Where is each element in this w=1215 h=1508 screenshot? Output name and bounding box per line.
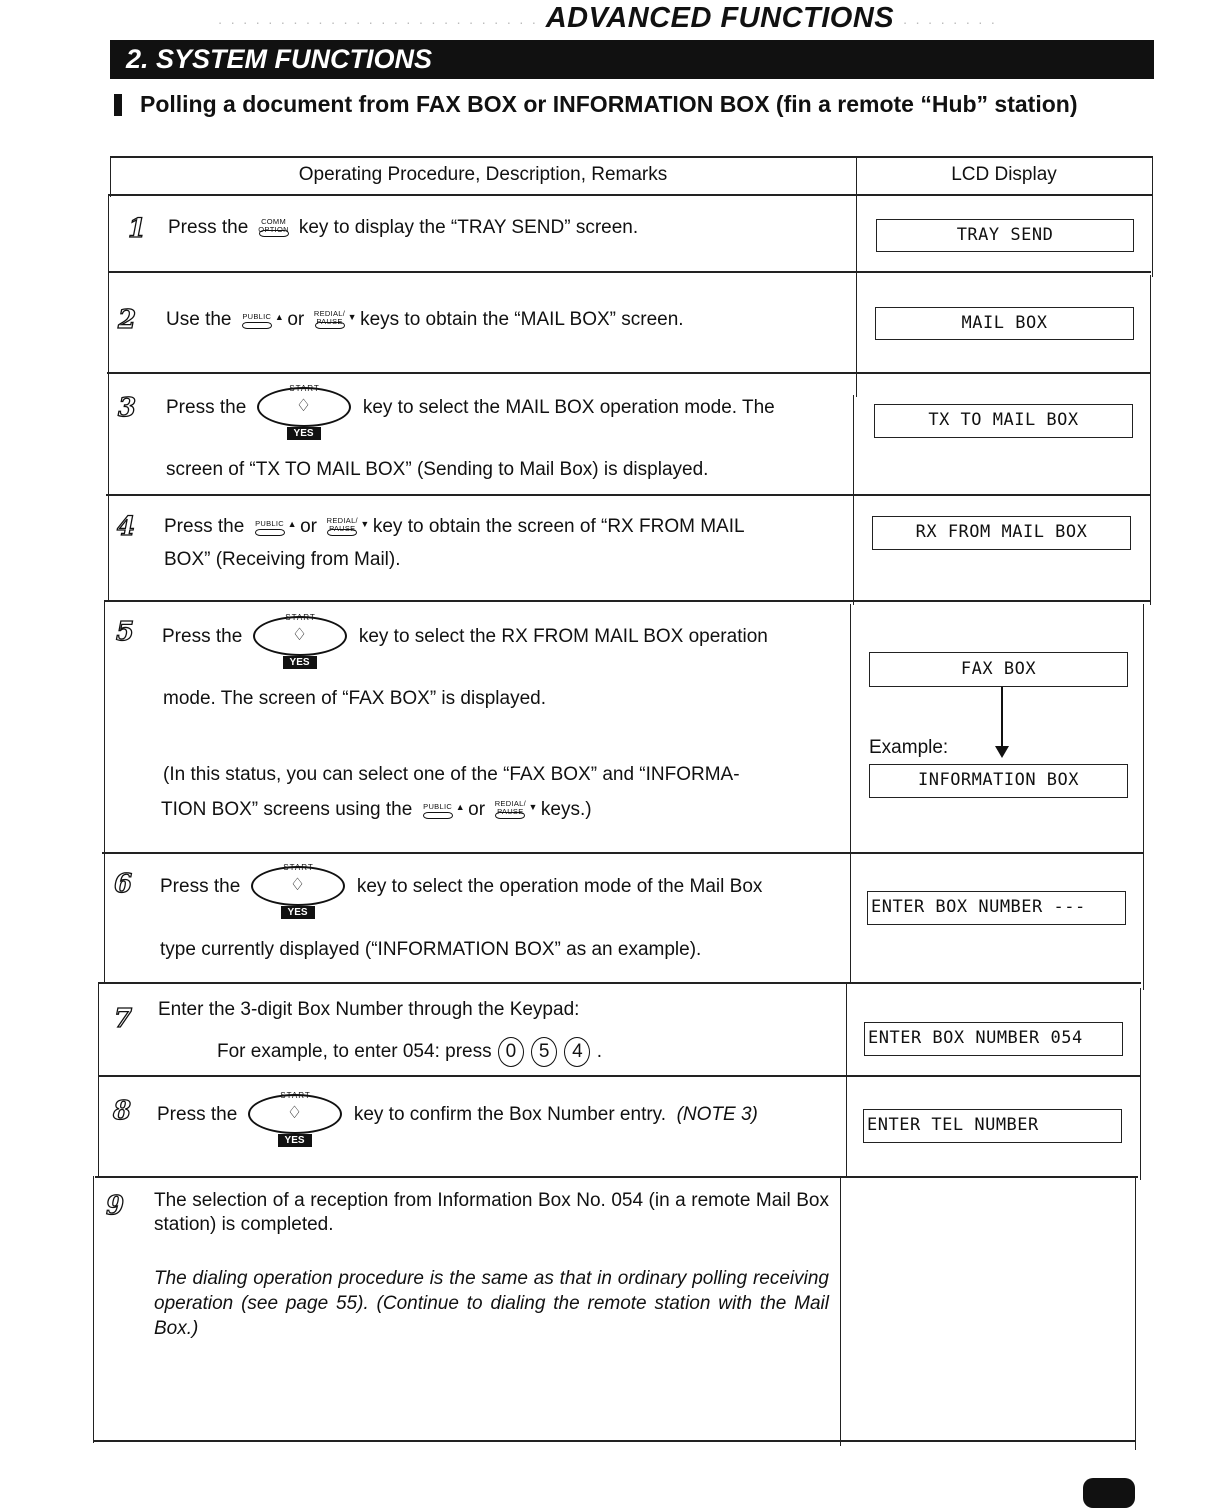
row-rule xyxy=(106,494,1151,496)
step-text-part: key to select the operation mode of the Mail Box xyxy=(356,876,763,898)
arrow-connector xyxy=(1001,687,1003,747)
lcd-enter-box-number: ENTER BOX NUMBER --- xyxy=(867,891,1126,925)
key-label-text: PAUSE xyxy=(316,316,343,326)
start-yes-key xyxy=(254,376,356,440)
row-rule xyxy=(104,600,1150,602)
column-divider xyxy=(846,982,847,1178)
step-5-text-line2: mode. The screen of “FAX BOX” is displayed. xyxy=(163,688,546,709)
step-5-text-line3: (In this status, you can select one of the “FAX BOX” and “INFORMA- xyxy=(163,764,740,785)
step-5-text xyxy=(162,605,768,669)
row-rule xyxy=(98,1075,1140,1077)
step-text-part: key to display the “TRAY SEND” screen. xyxy=(298,217,639,238)
start-yes-key xyxy=(248,855,350,919)
row-rule xyxy=(107,372,1151,374)
step-7-text: Enter the 3-digit Box Number through the Keypad: xyxy=(158,999,580,1020)
step-text-part: Press the xyxy=(160,876,241,898)
lcd-fax-box: FAX BOX xyxy=(869,652,1128,687)
step-text-part: Use the xyxy=(166,309,232,330)
section-title-text: ADVANCED FUNCTIONS xyxy=(545,2,895,34)
step-6-text xyxy=(160,855,762,919)
key-label: PUBLIC xyxy=(242,311,272,321)
row-rule xyxy=(93,1440,1135,1442)
key-label-text: OPTION xyxy=(258,224,289,234)
lcd-tx-to-mail-box: TX TO MAIL BOX xyxy=(874,404,1133,438)
redial-pause-down-key xyxy=(312,308,357,330)
key-label-text: PAUSE xyxy=(497,806,524,816)
key-label: PUBLIC xyxy=(255,518,284,528)
step-9-text: The selection of a reception from Information Box No. 054 (in a remote Mail Box station) is completed. xyxy=(154,1190,829,1235)
public-up-key xyxy=(420,800,465,820)
step-number: 4 xyxy=(117,512,136,542)
keypad-0-key: 0 xyxy=(498,1037,524,1067)
step-text-part: key to select the RX FROM MAIL BOX operation xyxy=(358,626,768,648)
table-border xyxy=(1135,1178,1136,1450)
keypad-4-key: 4 xyxy=(564,1037,590,1067)
lcd-information-box: INFORMATION BOX xyxy=(869,764,1128,798)
step-text-part: keys.) xyxy=(540,799,592,820)
row-rule xyxy=(95,1176,1138,1178)
column-divider xyxy=(840,1176,841,1446)
key-top-label: REDIAL/ xyxy=(313,308,346,318)
table-border xyxy=(104,600,105,982)
yes-label: YES xyxy=(283,656,317,669)
redial-pause-down-key xyxy=(324,515,370,537)
table-border xyxy=(93,1176,94,1443)
table-border xyxy=(1152,157,1153,277)
comm-option-key xyxy=(256,218,292,238)
down-arrow-icon: ▼ xyxy=(360,518,370,529)
table-border xyxy=(1150,275,1151,605)
section-title xyxy=(0,2,1215,35)
column-divider xyxy=(853,395,854,605)
yes-label: YES xyxy=(278,1134,312,1147)
step-text-part: Press the xyxy=(162,626,243,648)
table-border xyxy=(108,195,109,601)
start-icon: ♢ xyxy=(251,866,345,906)
step-text-part: keys to obtain the “MAIL BOX” screen. xyxy=(360,309,684,330)
key-cap xyxy=(315,322,345,329)
step-text-part: or xyxy=(468,799,486,820)
step-text-part: key to confirm the Box Number entry. xyxy=(353,1104,667,1126)
down-arrow-icon: ▼ xyxy=(528,801,538,812)
column-divider xyxy=(850,604,851,984)
key-label: PUBLIC xyxy=(423,801,453,811)
key-label: START xyxy=(289,384,320,393)
step-6-text-line2: type currently displayed (“INFORMATION BOX” as an example). xyxy=(160,939,702,960)
step-text-part: or xyxy=(300,516,318,537)
step-text-part: or xyxy=(287,309,305,330)
key-label-text: PAUSE xyxy=(329,523,356,533)
up-arrow-icon: ▲ xyxy=(455,801,465,812)
table-border xyxy=(1143,604,1144,990)
key-cap xyxy=(255,529,285,536)
key-cap xyxy=(327,529,357,536)
key-label: START xyxy=(285,613,316,622)
yes-label: YES xyxy=(281,906,315,919)
dotted-rule-left: · · · · · · · · · · · · · · · · · · · · · · · · · · xyxy=(217,14,539,30)
start-yes-key xyxy=(245,1083,347,1147)
key-top-label: REDIAL/ xyxy=(494,798,526,808)
start-yes-key xyxy=(250,605,352,669)
step-4-text-line2: BOX” (Receiving from Mail). xyxy=(164,549,401,570)
step-text-part: TION BOX” screens using the xyxy=(161,799,413,820)
step-9-note: The dialing operation procedure is the same as that in ordinary polling receiving operation (see page 55). (Continue to dialing the remote station with the Mail Box.) xyxy=(154,1268,829,1339)
step-number: 9 xyxy=(106,1191,125,1221)
lcd-tray-send: TRAY SEND xyxy=(876,219,1134,252)
column-header-procedure: Operating Procedure, Description, Remarks xyxy=(298,164,668,185)
step-number: 7 xyxy=(114,1004,133,1034)
heading-text: Polling a document from FAX BOX or INFORMATION BOX (fin a remote “Hub” station) xyxy=(140,91,1078,117)
public-up-key xyxy=(239,310,284,330)
procedure-heading xyxy=(114,89,1114,119)
key-top-label: COMM xyxy=(261,216,287,226)
page-number-tab xyxy=(1083,1478,1135,1508)
up-arrow-icon: ▲ xyxy=(287,518,297,529)
step-number: 6 xyxy=(114,869,133,899)
start-icon: ♢ xyxy=(257,387,351,427)
key-cap xyxy=(242,322,272,329)
step-3-text-line2: screen of “TX TO MAIL BOX” (Sending to Mail Box) is displayed. xyxy=(166,459,709,480)
step-number: 5 xyxy=(116,617,135,647)
dotted-rule-right: · · · · · · · · xyxy=(902,14,998,30)
step-5-text-line4 xyxy=(161,797,592,823)
key-cap xyxy=(495,812,525,819)
key-label: START xyxy=(280,1091,311,1100)
step-text-part: Press the xyxy=(166,397,247,419)
step-text-part: Press the xyxy=(157,1104,238,1126)
row-rule xyxy=(98,982,1141,984)
yes-label: YES xyxy=(287,427,321,440)
down-arrow-icon: ▼ xyxy=(347,311,357,322)
start-icon: ♢ xyxy=(248,1094,342,1134)
column-header-lcd: LCD Display xyxy=(951,164,1057,185)
public-up-key xyxy=(252,517,297,537)
down-arrow-icon xyxy=(995,746,1009,758)
keypad-5-key: 5 xyxy=(531,1037,557,1067)
step-2-text xyxy=(166,307,684,333)
step-3-text xyxy=(166,376,775,440)
table-border xyxy=(98,982,99,1178)
step-8-text xyxy=(157,1083,758,1147)
step-number: 2 xyxy=(118,305,137,335)
step-text-part: Press the xyxy=(168,217,249,238)
redial-pause-down-key xyxy=(492,798,538,820)
key-cap xyxy=(423,812,453,819)
up-arrow-icon: ▲ xyxy=(274,311,284,322)
key-top-label: REDIAL/ xyxy=(326,515,358,525)
step-number: 1 xyxy=(128,214,147,244)
step-7-text-line2 xyxy=(217,1037,602,1067)
start-icon: ♢ xyxy=(253,616,347,656)
step-text-part: key to obtain the screen of “RX FROM MAIL xyxy=(372,516,745,537)
row-rule xyxy=(108,271,1151,273)
row-rule xyxy=(102,852,1144,854)
chapter-bar: 2. SYSTEM FUNCTIONS xyxy=(110,40,1154,79)
lcd-example-label: Example: xyxy=(869,737,949,758)
table-border xyxy=(1140,988,1141,1180)
step-text-part: Press the xyxy=(164,516,245,537)
period: . xyxy=(596,1041,602,1063)
step-number: 3 xyxy=(118,393,137,423)
key-label: START xyxy=(283,863,314,872)
step-1-text xyxy=(168,215,638,241)
step-text-part: key to select the MAIL BOX operation mode. The xyxy=(362,397,775,419)
lcd-mail-box: MAIL BOX xyxy=(875,307,1134,340)
step-4-text xyxy=(164,514,745,540)
key-cap xyxy=(259,230,289,237)
step-text-part: For example, to enter 054: press xyxy=(217,1041,492,1063)
note-reference: (NOTE 3) xyxy=(676,1104,758,1126)
lcd-enter-tel-number: ENTER TEL NUMBER xyxy=(863,1109,1122,1143)
step-number: 8 xyxy=(113,1096,132,1126)
lcd-enter-box-number-054: ENTER BOX NUMBER 054 xyxy=(864,1022,1123,1056)
lcd-rx-from-mail-box: RX FROM MAIL BOX xyxy=(872,516,1131,550)
heading-marker xyxy=(114,94,122,116)
